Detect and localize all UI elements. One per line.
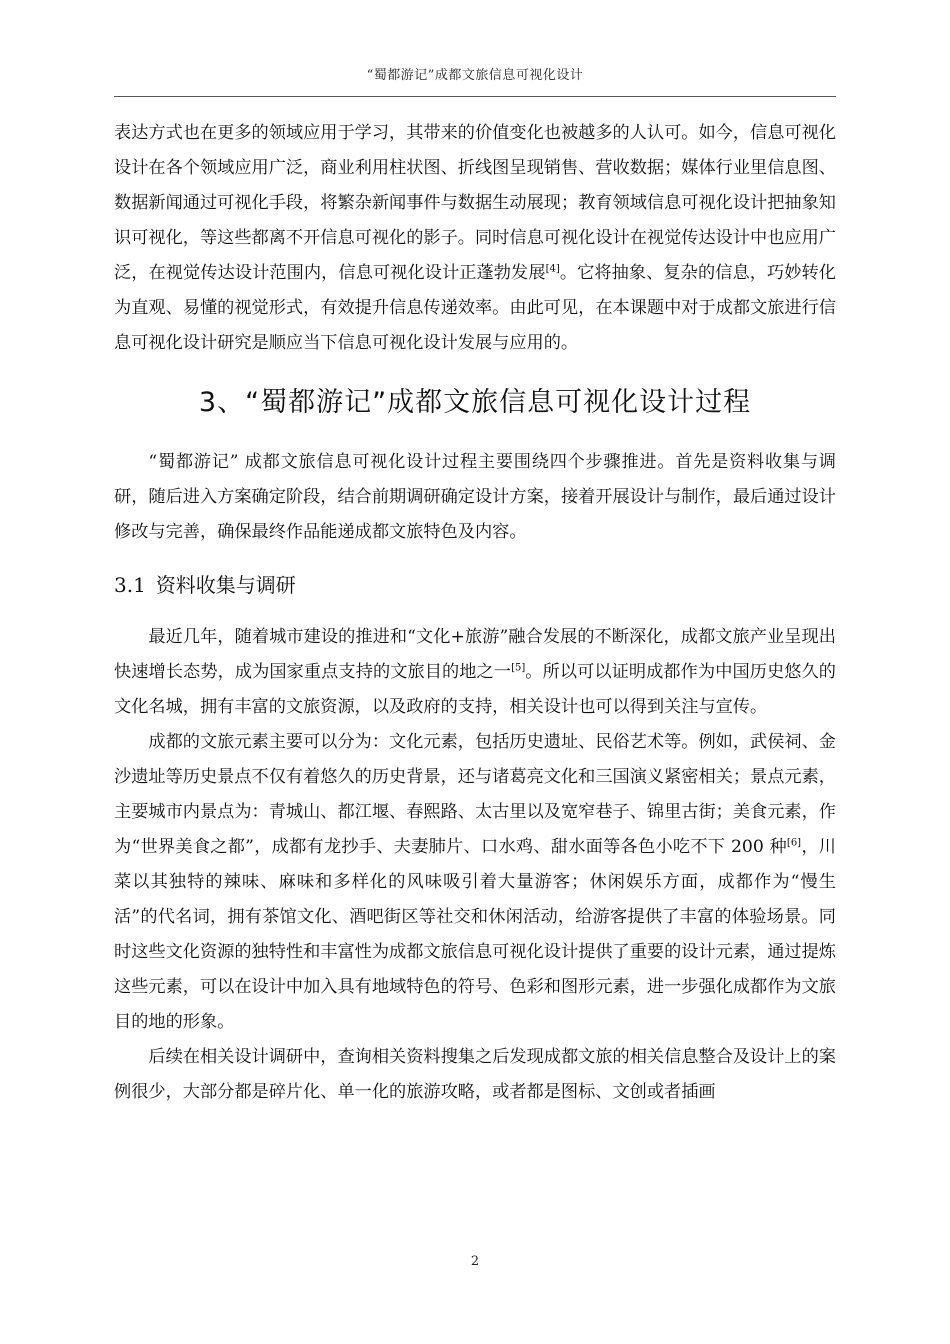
header-divider [114, 96, 836, 97]
running-header: “蜀都游记”成都文旅信息可视化设计 [366, 68, 584, 83]
citation-ref: [4] [545, 263, 560, 275]
paragraph-text: 最近几年，随着城市建设的推进和“文化+旅游”融合发展的不断深化，成都文旅产业呈现出快速增长态势，成为国家重点支持的文旅目的地之一 [114, 627, 836, 682]
paragraph: “蜀都游记” 成都文旅信息可视化设计过程主要围绕四个步骤推进。首先是资料收集与调研，随后进入方案确定阶段，结合前期调研确定设计方案，接着开展设计与制作，最后通过设计修改与完善，确保最终作品能递成都文旅特色及内容。 [114, 452, 836, 542]
paragraph [114, 116, 836, 361]
citation-ref: [6] [786, 837, 802, 849]
subsection-number: 3.1 [114, 573, 146, 597]
paragraph [114, 725, 836, 1040]
subsection-title-text: 资料收集与调研 [155, 573, 296, 597]
citation-ref: [5] [511, 662, 526, 674]
paragraph-text: 表达方式也在更多的领域应用于学习，其带来的价值变化也被越多的人认可。如今，信息可视化设计在各个领域应用广泛，商业利用柱状图、折线图呈现销售、营收数据；媒体行业里信息图、数据新闻通过可视化手段，将繁杂新闻事件与数据生动展现；教育领域信息可视化设计把抽象知识可视化，等这些都离不开信息可视化的影子。同时信息可视化设计在视觉传达设计中也应用广泛，在视觉传达设计范围内，信息可视化设计正蓬勃发展 [114, 123, 836, 283]
subsection-heading [114, 568, 836, 602]
page-content [114, 116, 836, 1110]
page-number: 2 [470, 1254, 480, 1269]
paragraph-text: ，川菜以其独特的辣味、麻味和多样化的风味吸引着大量游客；休闲娱乐方面，成都作为“慢生活”的代名词，拥有茶馆文化、酒吧街区等社交和休闲活动，给游客提供了丰富的体验场景。同时这些文化资源的独特性和丰富性为成都文旅信息可视化设计提供了重要的设计元素，通过提炼这些元素，可以在设计中加入具有地域特色的符号、色彩和图形元素，进一步强化成都作为文旅目的地的形象。 [114, 837, 836, 1032]
paragraph: 后续在相关设计调研中，查询相关资料搜集之后发现成都文旅的相关信息整合及设计上的案例很少，大部分都是碎片化、单一化的旅游攻略，或者都是图标、文创或者插画 [114, 1047, 836, 1102]
paragraph-text: 成都的文旅元素主要可以分为：文化元素，包括历史遗址、民俗艺术等。例如，武侯祠、金沙遗址等历史景点不仅有着悠久的历史背景，还与诸葛亮文化和三国演义紧密相关；景点元素，主要城市内景点为：青城山、都江堰、春熙路、太古里以及宽窄巷子、锦里古街；美食元素，作为“世界美食之都”，成都有龙抄手、夫妻肺片、口水鸡、甜水面等各色小吃不下 200 种 [114, 732, 836, 857]
paragraph-text: 。所以可以证明成都作为中国历史悠久的文化名城，拥有丰富的文旅资源，以及政府的支持，相关设计也可以得到关注与宣传。 [114, 662, 836, 717]
paragraph-text: 。它将抽象、复杂的信息，巧妙转化为直观、易懂的视觉形式，有效提升信息传递效率。由此可见，在本课题中对于成都文旅进行信息可视化设计研究是顺应当下信息可视化设计发展与应用的。 [114, 263, 836, 353]
section-heading: 3、“蜀都游记”成都文旅信息可视化设计过程 [198, 387, 752, 418]
paragraph [114, 620, 836, 725]
